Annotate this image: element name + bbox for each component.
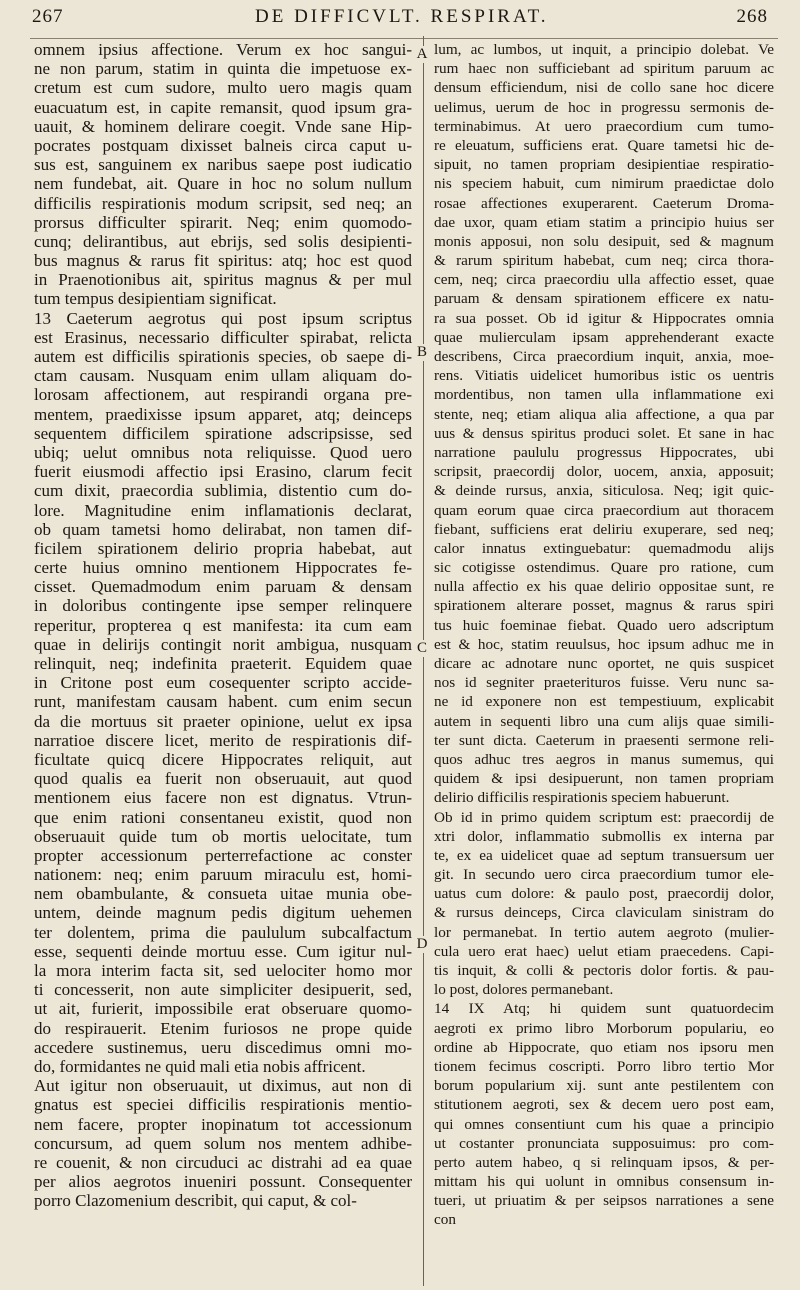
text-line: certe huius omnino mentionem Hippocrates fe- — [34, 558, 412, 578]
text-line: nis speciem habuit, cum nimirum praedictae dolo — [434, 175, 774, 193]
text-line: delirio difficilis respirationis speciem habuerunt. — [434, 789, 730, 807]
text-line: ter sunt dicta. Caeterum in praesenti sermone reli- — [434, 731, 774, 749]
text-line: tum tempus desipientiam significat. — [34, 289, 277, 309]
text-line: ut costanter pronunciata supposuimus: pro com- — [434, 1134, 774, 1152]
text-line: paruam & densam spirationem efficere ex natu- — [434, 290, 774, 308]
text-line: cum dixit, praecordia sublimia, distentio cum do- — [34, 481, 412, 501]
text-line: prorsus difficulter spirarit. Neq; enim quomodo- — [34, 212, 412, 232]
text-line: uelimus, uerum de hoc in progressu sermonis de- — [434, 98, 774, 116]
text-line: con — [434, 1211, 456, 1229]
text-line: pocrates postquam dixisset balneis circa caput u- — [34, 135, 412, 155]
text-line: esse, sequenti deinde mortuu esse. Cum igitur nul- — [34, 941, 412, 961]
text-line: & rarum spiritum habebat, cum neq; circa thora- — [434, 252, 774, 270]
text-line: euacuatum est, in capite remansit, quod ipsum gra- — [34, 97, 412, 117]
text-line: sipuit, no tamen propriam desipientiae respiratio- — [434, 156, 774, 174]
text-line: describens, Circa praecordium inquit, anxia, moe- — [434, 348, 774, 365]
text-line: sequentem difficilem spiratione adscripsisse, sed — [34, 423, 412, 443]
text-line: reperitur, propterea q est manifesta: ita cum eam — [34, 615, 412, 635]
text-line: re eleuatum, sufficiens erat. Quare tametsi hic de- — [434, 136, 774, 154]
text-line: quae in delirijs contingit norit ambigua, nusquam — [34, 634, 412, 654]
text-line: ne non parum, statim in quinta die impetuose ex- — [34, 59, 412, 79]
text-line: narratioe discere licet, merito de respirationis dif- — [34, 730, 412, 750]
text-line: & rursus deinceps, Circa claviculam sinistram do — [434, 904, 774, 922]
column-divider — [423, 36, 424, 1286]
text-line: fiebant, sufficiens erat deliriu exuperare, sed neq; — [434, 520, 774, 538]
text-line: nos id segniter praeterituros fuisse. Veru nunc sa- — [434, 674, 774, 692]
text-line: cem, neq; circa praecordiu ulla affectio esset, quae — [434, 271, 774, 289]
text-line: lum, ac lumbos, ut inquit, a principio dolebat. Ve — [434, 41, 774, 58]
text-line: dae uxor, quam etiam statim a principio huius ser — [434, 213, 774, 231]
text-line: ordine ab Hippocrate, quo etiam nos ipsoru men — [434, 1038, 774, 1056]
text-line: rum haec non sufficiebant ad spiritum paruum ac — [434, 60, 774, 78]
text-line: mentem, praedixisse ipsum apparet, atq; deinceps — [34, 404, 412, 424]
text-line: tis inquit, & colli & pectoris dolor fortis. & pau- — [434, 962, 774, 979]
text-line: autem est difficilis spirationis species, ob saepe di- — [34, 347, 412, 366]
text-line: lorosam affectionem, aut respirandi organa pre- — [34, 385, 412, 405]
text-line: per alios aegrotos inueniri possunt. Consequenter — [34, 1172, 412, 1192]
text-line: te, ex ea uidelicet quae ad septum transuersum uer — [434, 846, 774, 864]
left-text-column — [34, 40, 412, 1288]
text-line: concursum, ad quem solum nos mentem adhibe- — [34, 1133, 412, 1153]
text-line: uus & densus spiritus produci solet. Et sane in hac — [434, 424, 774, 442]
text-line: est & hoc, statim reuulsus, hoc ipsum adhuc me in — [434, 635, 774, 653]
text-line: ficilem spirationem delirio propria habebat, aut — [34, 538, 412, 558]
text-line: omnem ipsius affectione. Verum ex hoc sangui- — [34, 40, 412, 59]
text-line: untem, deinde magnum pedis digitum uehemen — [34, 903, 412, 923]
text-line: perto autem habeo, q si relinquam ipsos, & per- — [434, 1153, 774, 1171]
text-line: uatus cum dolore: & paulo post, praecordij dolor, — [434, 885, 774, 903]
text-line: fuerit eiusmodi affectio ipsi Erasino, clarum fecit — [34, 462, 412, 482]
text-line: cula uero erat haec) uelut etiam praecedens. Capi- — [434, 942, 774, 960]
text-line: Aut igitur non obseruauit, ut diximus, aut non di — [34, 1076, 412, 1096]
text-line: scripsit, praecordij dolor, uocem, anxia, apposuit; — [434, 463, 774, 481]
text-line: rosae affectiones exuperarent. Caeterum Droma- — [434, 194, 774, 212]
page-header — [0, 0, 800, 40]
text-line: ti concesserit, non aute simpliciter desipuerit, sed, — [34, 980, 412, 1000]
text-line: tueri, ut priuatim & per seipsos narrationes a sene — [434, 1192, 774, 1210]
text-line: propter accessionum perterrefactione ac conster — [34, 845, 412, 865]
text-line: runt, manifestam causam habent. cum enim secun — [34, 692, 412, 712]
text-line: nem obambulante, & consueta uitae munia obe- — [34, 884, 412, 904]
text-line: sic cotigisse ostendimus. Quare pro ratione, cum — [434, 559, 774, 577]
text-line: cunq; delirantibus, aut ebrijs, sed solis desipienti- — [34, 231, 412, 251]
text-line: aegroti ex primo libro Morborum populariu, eo — [434, 1019, 774, 1037]
text-line: 14 IX Atq; hi quidem sunt quatuordecim — [434, 1000, 774, 1018]
text-line: mordentibus, non tamen ulla inflammatione exi — [434, 386, 774, 404]
header-rule — [30, 38, 778, 39]
text-line: nulla affectio ex his quae delirio oppositae sunt, re — [434, 578, 774, 596]
text-line: calor innatus extinguebatur: quemadmodu alijs — [434, 539, 774, 557]
text-line: dicare ac adnotare nunc oportet, ne quis suspicet — [434, 655, 774, 672]
text-line: nem facere, propter inopinatum tot accessionum — [34, 1114, 412, 1134]
text-line: in doloribus contingente ipse semper relinquere — [34, 596, 412, 616]
text-line: autem in sequenti libro una cum alijs quae simili- — [434, 712, 774, 730]
text-line: rens. Vitiatis uidelicet humoribus istic os uentris — [434, 367, 774, 385]
text-line: git. In secundo uero circa praecordium tumor ele- — [434, 866, 774, 884]
text-line: ficultate quicq dicere Hippocrates reliquit, aut — [34, 749, 412, 769]
text-line: lore. Magnitudine enim inflamationis declarat, — [34, 500, 412, 520]
text-line: narratione paululu progressus Hippocrates, ubi — [434, 443, 774, 461]
text-line: relinquit, neq; indefinita praeterit. Equidem quae — [34, 654, 412, 673]
text-line: in Critone post eum cosequenter scripto accide- — [34, 673, 412, 693]
text-line: lor permanebat. In tertio autem aegroto (mulier- — [434, 923, 774, 941]
text-line: densum efficiendum, nisi de collo sane hoc dicere — [434, 79, 774, 97]
text-line: tus huic foeminae fiebat. Quado uero adscriptum — [434, 616, 774, 634]
text-line: 13 Caeterum aegrotus qui post ipsum scriptus — [34, 308, 412, 328]
text-line: quae mulierculam ipsam apprehenderant exacte — [434, 328, 774, 346]
text-line: ut ait, furierit, impossibile erat obseruare quomo- — [34, 999, 412, 1019]
text-line: obseruauit quide tum ob mortis uelocitate, tum — [34, 826, 412, 846]
text-line: difficilis respirationis modum scripsit, sed neq; an — [34, 193, 412, 213]
text-line: quos adhuc tres aegros in manus sumemus, qui — [434, 750, 774, 768]
text-line: da die mortuus sit praeter opinione, uelut ex ipsa — [34, 711, 412, 731]
text-line: quod qualis ea fuerit non obseruauit, aut quod — [34, 769, 412, 789]
margin-marker-a: A — [414, 46, 430, 63]
text-line: qui omnes consentiunt cum his quae a principio — [434, 1115, 774, 1133]
text-line: stitutionem aegroti, sex & decem uero post eam, — [434, 1096, 774, 1114]
text-line: que enim rationi consentaneu existit, quod non — [34, 807, 412, 827]
text-line: lo post, dolores permanebant. — [434, 981, 614, 999]
text-line: est Erasinus, necessario difficulter spirabat, relicta — [34, 327, 412, 347]
text-line: uauit, & hominem delirare coegit. Vnde sane Hip- — [34, 116, 412, 136]
margin-marker-c: C — [414, 640, 430, 657]
text-line: nationem: neq; enim paruum miraculu est, homi- — [34, 865, 412, 885]
right-text-column — [434, 40, 774, 1288]
text-line: stente, neq; etiam aliqua alia affectione, a qua par — [434, 405, 774, 423]
left-page-number: 267 — [32, 6, 64, 27]
text-line: cretum est cum sudore, multo uero magis quam — [34, 78, 412, 98]
text-line: ra sua posset. Ob id igitur & Hippocrates omnia — [434, 309, 774, 327]
text-line: ter dolentem, prima die paululum subcalfactum — [34, 922, 412, 942]
text-line: in Praenotionibus ait, spiritus magnus & per mul — [34, 270, 412, 290]
text-line: ubiq; uelut omnibus nota reliquisse. Quod uero — [34, 442, 412, 462]
text-line: re couenit, & non circuduci ac distrahi ad ea quae — [34, 1152, 412, 1172]
text-line: mentionem eius facere non est dignatus. Vtrun- — [34, 788, 412, 808]
text-line: cisset. Quemadmodum enim paruam & densam — [34, 577, 412, 597]
text-line: tionem fecimus coscripti. Porro libro tertio Mor — [434, 1057, 774, 1075]
text-line: ob quam tametsi homo delirabat, non tamen dif- — [34, 519, 412, 539]
running-head: DE DIFFICVLT. RESPIRAT. — [255, 6, 549, 27]
margin-marker-d: D — [414, 936, 430, 953]
text-line: do respirauerit. Etenim furiosos ne prope quide — [34, 1018, 412, 1038]
text-line: la mora interim facta sit, sed uelociter homo mor — [34, 961, 412, 980]
text-line: gnatus est speciei difficilis respirationis mentio- — [34, 1095, 412, 1115]
margin-marker-b: B — [414, 344, 430, 361]
text-line: quam eorum quae circa praecordium aut thoracem — [434, 501, 774, 519]
text-line: bus magnus & rarus fit spiritus: atq; hoc est quod — [34, 251, 412, 271]
text-line: ctam causam. Nusquam enim ullam aliquam do- — [34, 366, 412, 386]
text-line: nem fundebat, ait. Quare in hoc no solum nullum — [34, 174, 412, 194]
text-line: Ob id in primo quidem scriptum est: praecordij de — [434, 808, 774, 826]
text-line: xtri dolor, inflammatio submollis ex interna par — [434, 827, 774, 845]
text-line: monis apposui, non solu desipuit, sed & magnum — [434, 232, 774, 250]
text-line: sus est, sanguinem ex naribus saepe post iudicatio — [34, 155, 412, 175]
text-line: borum popularium xij. sunt ante pestilentem con — [434, 1077, 774, 1095]
text-line: quidem & ipsi desipuerunt, non tamen propriam — [434, 770, 774, 788]
text-line: terminabimus. At uero praecordium cum tumo- — [434, 117, 774, 135]
right-page-number: 268 — [736, 6, 768, 27]
text-line: & deinde rursus, anxia, siticulosa. Neq; igit quic- — [434, 482, 774, 500]
text-line: do, formidantes ne quid mali etia nobis affricent. — [34, 1056, 366, 1076]
text-line: porro Clazomenium describit, qui caput, & col- — [34, 1191, 357, 1211]
text-line: mittam his qui uolunt in omnibus consensum in- — [434, 1173, 774, 1191]
text-line: accedere sustinemus, ueru discedimus omni mo- — [34, 1037, 412, 1057]
text-line: spirationem alterare posset, magnus & rarus spiri — [434, 597, 774, 615]
text-line: ne id exponere non est tempestiuum, explicabit — [434, 693, 774, 711]
